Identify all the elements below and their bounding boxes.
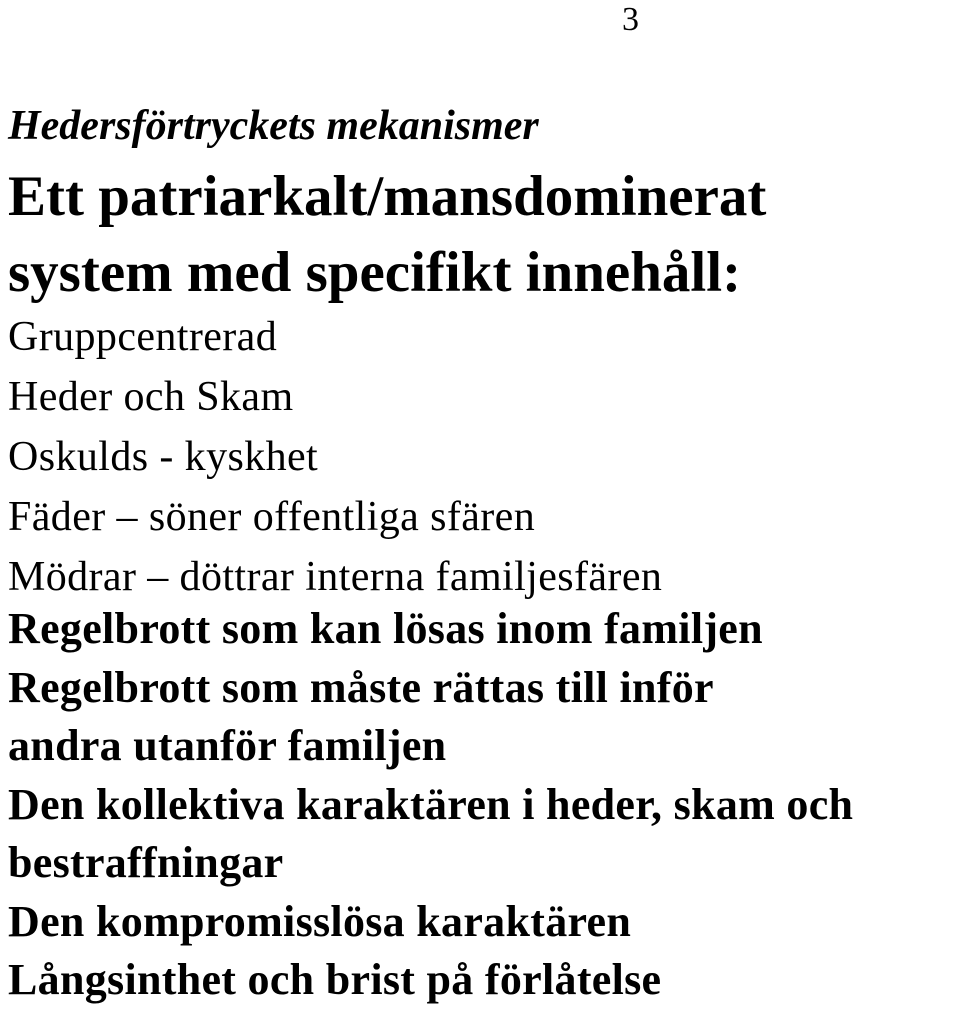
- list-item-fader-soner: Fäder – söner offentliga sfären: [8, 494, 536, 540]
- section-heading: Hedersförtryckets mekanismer: [8, 103, 539, 149]
- page-number: 3: [622, 1, 639, 38]
- list-item-kompromisslosa-karaktaren: Den kompromisslösa karaktären: [8, 896, 632, 946]
- list-item-modrar-dottrar: Mödrar – döttrar interna familjesfären: [8, 554, 663, 600]
- title-line: system med specifikt innehåll:: [8, 241, 742, 304]
- page-title: [8, 159, 766, 311]
- list-item-continuation: andra utanför familjen: [8, 721, 447, 770]
- list-item-heder-och-skam: Heder och Skam: [8, 374, 294, 420]
- list-item-gruppcentrerad: Gruppcentrerad: [8, 314, 278, 360]
- bold-item-list: [8, 600, 853, 1010]
- title-line: Ett patriarkalt/mansdominerat: [8, 165, 767, 228]
- list-item-oskulds-kyskhet: Oskulds - kyskhet: [8, 434, 319, 480]
- list-item-continuation: bestraffningar: [8, 838, 284, 887]
- list-item-kollektiva-karaktaren: Den kollektiva karaktären i heder, skam och: [8, 779, 854, 829]
- list-item-langsinthet: Långsinthet och brist på förlåtelse: [8, 955, 662, 1004]
- regular-item-list: [8, 307, 662, 607]
- list-item-regelbrott-inom-familjen: Regelbrott som kan lösas inom familjen: [8, 604, 763, 653]
- list-item-regelbrott-rattas-till: Regelbrott som måste rättas till inför: [8, 662, 714, 712]
